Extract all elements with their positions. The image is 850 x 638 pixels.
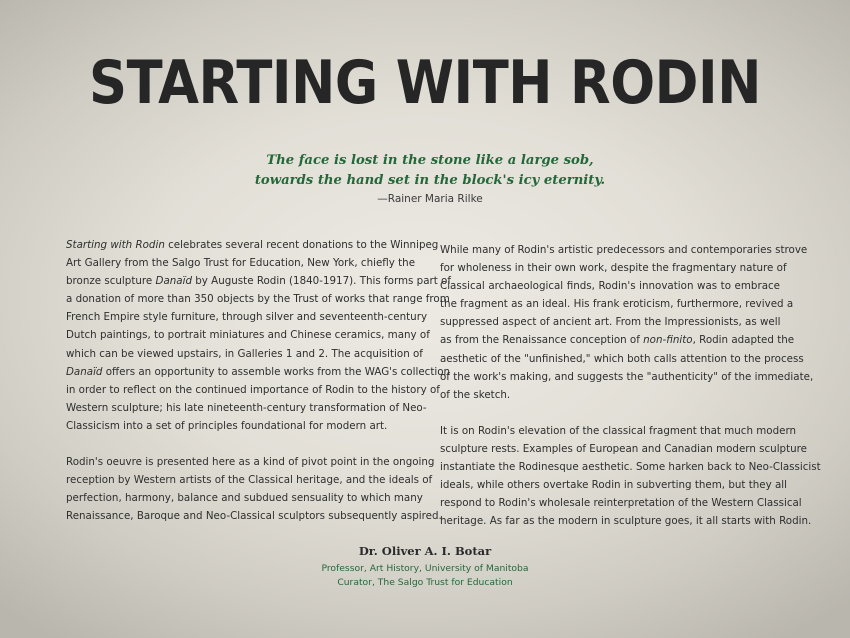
text-line: perfection, harmony, balance and subdued sensuality to which many [66, 492, 423, 505]
text-fragment: , Rodin adapted the [692, 334, 795, 347]
exhibit-title: STARTING WITH RODIN [89, 48, 761, 118]
quote-line-1: The face is lost in the stone like a large sob, [266, 153, 594, 168]
left-paragraph-2 [66, 453, 442, 525]
text-line: Art Gallery from the Salgo Trust for Education, New York, chiefly the [66, 257, 416, 270]
italic-title: Danaïd [66, 365, 103, 378]
right-text-column [440, 241, 821, 548]
text-line: Dutch paintings, to portrait miniatures and Chinese ceramics, many of [66, 329, 430, 342]
italic-title: non-finito [643, 334, 693, 347]
left-text-column [66, 236, 451, 543]
text-line: While many of Rodin's artistic predecessors and contemporaries strove [440, 244, 808, 256]
text-line: for wholeness in their own work, despite the fragmentary nature of [440, 262, 787, 275]
text-line [66, 272, 451, 290]
text-line: instantiate the Rodinesque aesthetic. Some harken back to Neo-Classicist [440, 461, 821, 474]
text-line: in order to reflect on the continued importance of Rodin to the history of [66, 383, 440, 396]
text-line: suppressed aspect of ancient art. From the Impressionists, as well [440, 316, 781, 329]
text-line: the fragment as an ideal. His frank eroticism, furthermore, revived a [440, 298, 794, 311]
text-line: which can be viewed upstairs, in Galleries 1 and 2. The acquisition of [66, 347, 423, 360]
text-line: Classicism into a set of principles foundational for modern art. [66, 419, 388, 432]
text-line [66, 236, 439, 254]
text-line: French Empire style furniture, through silver and seventeenth-century [66, 311, 428, 324]
right-paragraph-2 [440, 422, 821, 531]
text-line: Classical archaeological finds, Rodin's innovation was to embrace [440, 280, 780, 293]
text-fragment: celebrates several recent donations to the Winnipeg [164, 239, 439, 251]
text-line: Rodin's oeuvre is presented here as a kind of pivot point in the ongoing [66, 456, 435, 469]
quote-attribution: —Rainer Maria Rilke [377, 193, 483, 205]
text-line: It is on Rodin's elevation of the classical fragment that much modern [440, 424, 797, 437]
italic-title: Starting with Rodin [66, 239, 165, 251]
text-line: aesthetic of the "unfinished," which both calls attention to the process [440, 352, 804, 365]
text-line: sculpture rests. Examples of European and Canadian modern sculpture [440, 442, 808, 455]
author-name: Dr. Oliver A. I. Botar [358, 544, 492, 558]
text-line: a donation of more than 350 objects by the Trust of works that range from [66, 293, 450, 306]
quote-line-2: towards the hand set in the block's icy eternity. [254, 173, 606, 188]
author-role-curator: Curator, The Salgo Trust for Education [337, 577, 513, 588]
text-fragment: offers an opportunity to assemble works from the WAG's collection [102, 365, 451, 378]
author-role-professor: Professor, Art History, University of Manitoba [321, 563, 529, 574]
text-fragment: by Auguste Rodin (1840-1917). This forms part of [192, 275, 451, 288]
right-paragraph-1 [440, 241, 814, 404]
text-line [440, 331, 795, 349]
rilke-quote [180, 151, 680, 191]
text-line: of the sketch. [440, 388, 511, 401]
text-line: ideals, while others overtake Rodin in subverting them, but they all [440, 479, 787, 492]
text-line: heritage. As far as the modern in sculpture goes, it all starts with Rodin. [440, 515, 812, 528]
text-line: reception by Western artists of the Classical heritage, and the ideals of [66, 474, 433, 487]
text-fragment: as from the Renaissance conception of [440, 334, 644, 347]
text-line: of the work's making, and suggests the "authenticity" of the immediate, [440, 370, 814, 383]
text-line: Renaissance, Baroque and Neo-Classical sculptors subsequently aspired. [66, 510, 442, 523]
text-line [66, 363, 451, 381]
text-line: respond to Rodin's wholesale reinterpretation of the Western Classical [440, 497, 802, 510]
left-paragraph-1 [66, 236, 451, 435]
italic-title: Danaïd [155, 275, 192, 288]
text-fragment: bronze sculpture [66, 275, 156, 288]
text-line: Western sculpture; his late nineteenth-century transformation of Neo- [66, 401, 427, 414]
